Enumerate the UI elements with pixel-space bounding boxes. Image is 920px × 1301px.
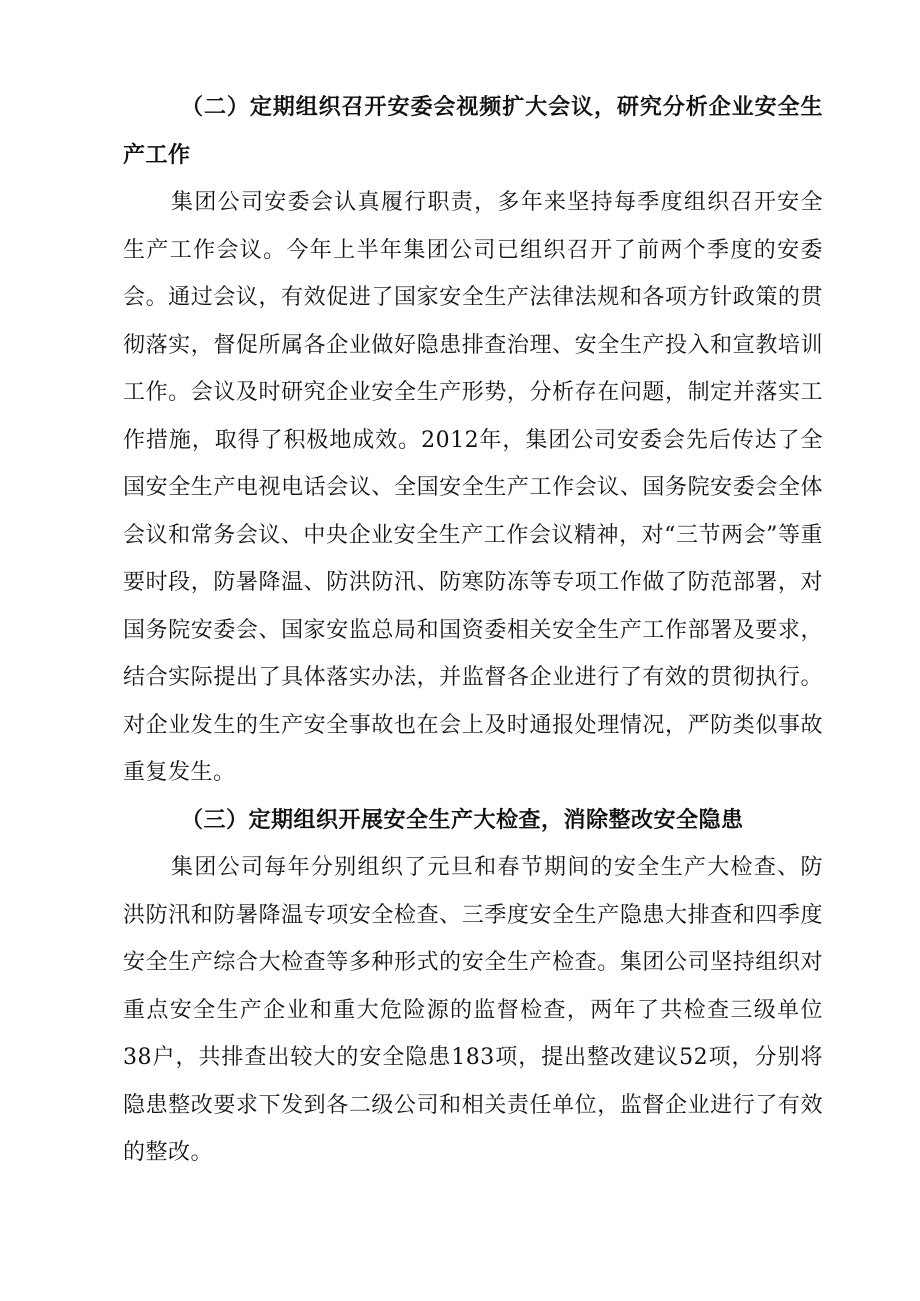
section-2-heading: （二）定期组织召开安委会视频扩大会议，研究分析企业安全生产工作 (123, 95, 823, 168)
section-2-paragraph: 集团公司安委会认真履行职责，多年来坚持每季度组织召开安全生产工作会议。今年上半年集团公司已组织召开了前两个季度的安委会。通过会议，有效促进了国家安全生产法律法规和各项方针政策的贯彻落实，督促所属各企业做好隐患排查治理、安全生产投入和宣教培训工作。会议及时研究企业安全生产形势，分析存在问题，制定并落实工作措施，取得了积极地成效。2012年，集团公司安委会先后传达了全国安全生产电视电话会议、全国安全生产工作会议、国务院安委会全体会议和常务会议、中央企业安全生产工作会议精神，对“三节两会”等重要时段，防暑降温、防洪防汛、防寒防冻等专项工作做了防范部署，对国务院安委会、国家安监总局和国资委相关安全生产工作部署及要求，结合实际提出了具体落实办法，并监督各企业进行了有效的贯彻执行。对企业发生的生产安全事故也在会上及时通报处理情况，严防类似事故重复发生。 (123, 190, 823, 785)
document-page (123, 84, 823, 1177)
section-3-heading: （三）定期组织开展安全生产大检查，消除整改安全隐患 (181, 807, 744, 833)
section-3-paragraph: 集团公司每年分别组织了元旦和春节期间的安全生产大检查、防洪防汛和防暑降温专项安全检查、三季度安全生产隐患大排查和四季度安全生产综合大检查等多种形式的安全生产检查。集团公司坚持组织对重点安全生产企业和重大危险源的监督检查，两年了共检查三级单位38户，共排查出较大的安全隐患183项，提出整改建议52项，分别将隐患整改要求下发到各二级公司和相关责任单位，监督企业进行了有效的整改。 (123, 855, 823, 1165)
